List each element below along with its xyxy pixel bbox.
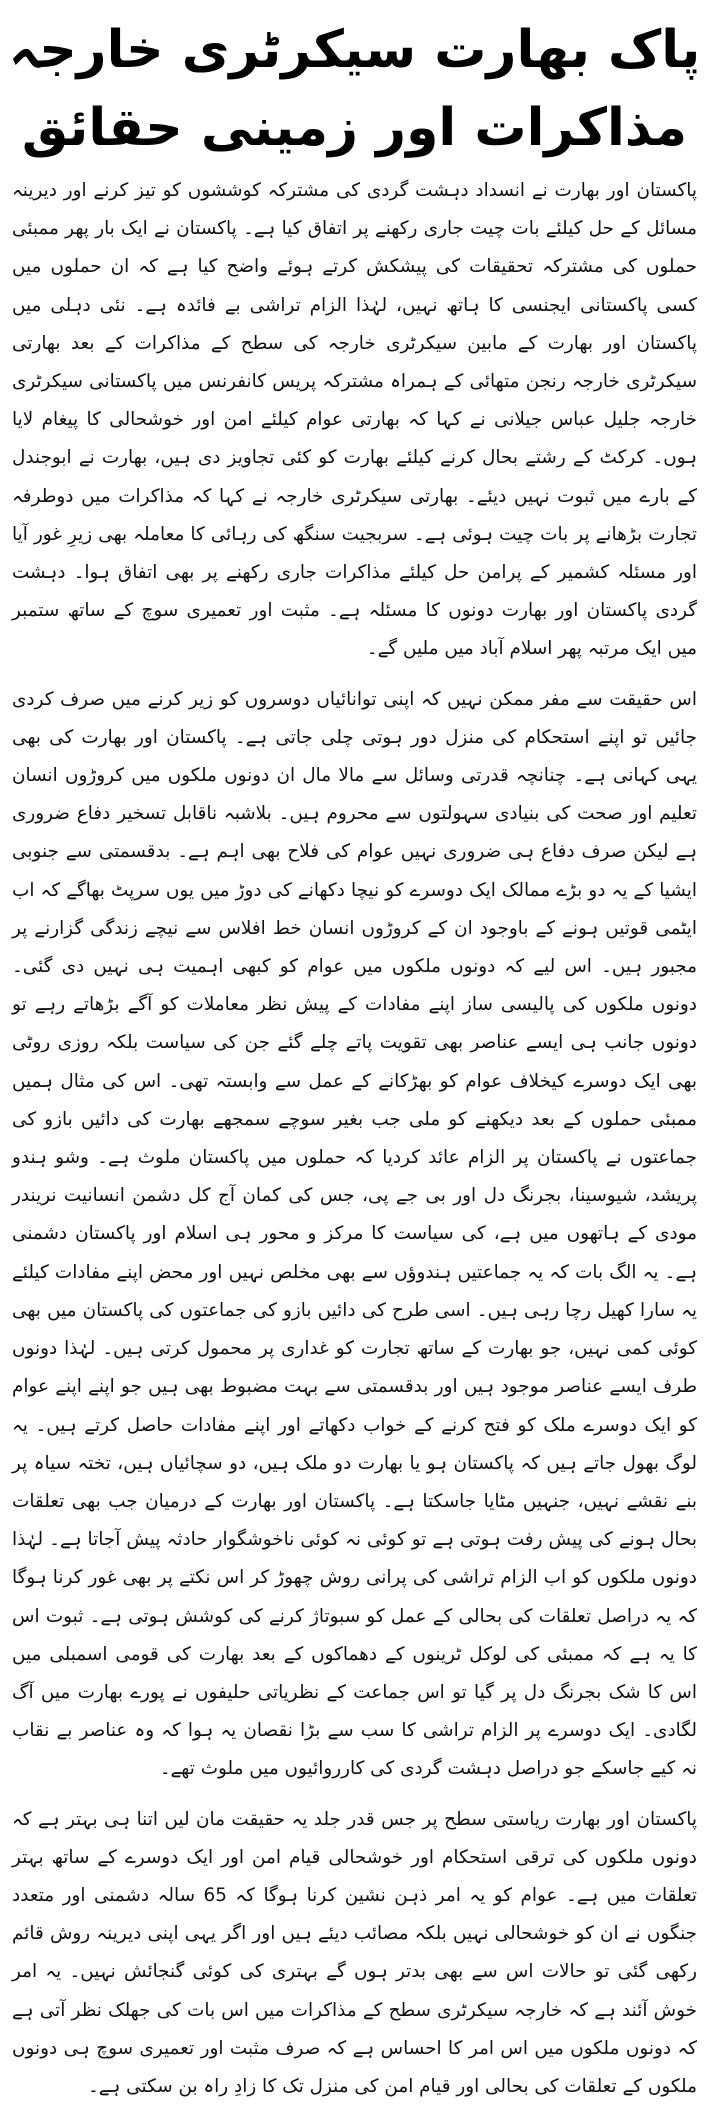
- headline-line-2: مذاکرات اور زمینی حقائق: [21, 98, 688, 158]
- article-body: [12, 172, 698, 2097]
- article-paragraph-1: پاکستان اور بھارت نے انسداد دہشت گردی کی مشترکہ کوششوں کو تیز کرنے اور دیرینہ مسائل کے حل کیلئے بات چیت جاری رکھنے پر اتفاق کیا ہے۔ پاکستان نے ایک بار پھر ممبئی حملوں کی مشترکہ تحقیقات کی پیشکش کرتے ہوئے واضح کیا ہے کہ ان حملوں میں کسی پاکستانی ایجنسی کا ہاتھ نہیں، لہٰذا الزام تراشی بے فائدہ ہے۔ نئی دہلی میں پاکستان اور بھارت کے مابین سیکرٹری خارجہ کی سطح کے مذاکرات کے بعد بھارتی سیکرٹری خارجہ رنجن متھائی کے ہمراہ مشترکہ پریس کانفرنس میں پاکستانی سیکرٹری خارجہ جلیل عباس جیلانی نے کہا کہ بھارتی عوام کیلئے امن اور خوشحالی کا پیغام لایا ہوں۔ کرکٹ کے رشتے بحال کرنے کیلئے بھارت کو کئی تجاویز دی ہیں، بھارت نے ابوجندل کے بارے میں ثبوت نہیں دیئے۔ بھارتی سیکرٹری خارجہ نے کہا کہ مذاکرات میں دوطرفہ تجارت بڑھانے پر بات چیت ہوئی ہے۔ سربجیت سنگھ کی رہائی کا معاملہ بھی زیرِ غور آیا اور مسئلہ کشمیر کے پرامن حل کیلئے مذاکرات جاری رکھنے پر بھی اتفاق ہوا۔ دہشت گردی پاکستان اور بھارت دونوں کا مسئلہ ہے۔ مثبت اور تعمیری سوچ کے ساتھ ستمبر میں ایک مرتبہ پھر اسلام آباد میں ملیں گے۔: [12, 180, 697, 660]
- article-paragraph-3: پاکستان اور بھارت ریاستی سطح پر جس قدر جلد یہ حقیقت مان لیں اتنا ہی بہتر ہے کہ دونوں ملکوں کی ترقی استحکام اور خوشحالی قیام امن اور ایک دوسرے کے ساتھ بہتر تعلقات میں ہے۔ عوام کو یہ امر ذہن نشین کرنا ہوگا کہ 65 سالہ دشمنی اور متعدد جنگوں نے ان کو خوشحالی نہیں بلکہ مصائب دیئے ہیں اور اگر یہی اپنی دیرینہ روش قائم رکھی گئی تو حالات اس سے بھی بدتر ہوں گے بہتری کی کوئی گنجائش نہیں۔ یہ امر خوش آئند ہے کہ خارجہ سیکرٹری سطح کے مذاکرات میں اس بات کی جھلک نظر آتی ہے کہ دونوں ملکوں میں اس امر کا احساس ہے کہ صرف مثبت اور تعمیری سوچ ہی دونوں ملکوں کے تعلقات کی بحالی اور قیام امن کی منزل تک کا زادِ راہ بن سکتی ہے۔: [12, 1808, 698, 2097]
- headline-line-1: پاک بھارت سیکرٹری خارجہ: [8, 20, 701, 80]
- article-paragraph-2: اس حقیقت سے مفر ممکن نہیں کہ اپنی توانائیاں دوسروں کو زیر کرنے میں صرف کردی جائیں تو اپنے استحکام کی منزل دور ہوتی چلی جاتی ہے۔ پاکستان اور بھارت کی بھی یہی کہانی ہے۔ چنانچہ قدرتی وسائل سے مالا مال ان دونوں ملکوں میں کروڑوں انسان تعلیم اور صحت کی بنیادی سہولتوں سے محروم ہیں۔ بلاشبہ ناقابل تسخیر دفاع ضروری ہے لیکن صرف دفاع ہی ضروری نہیں عوام کی فلاح بھی اہم ہے۔ بدقسمتی سے جنوبی ایشیا کے یہ دو بڑے ممالک ایک دوسرے کو نیچا دکھانے کی دوڑ میں یوں سرپٹ بھاگے کہ اب ایٹمی قوتیں ہونے کے باوجود ان کے کروڑوں انسان خط افلاس سے نیچے زندگی گزارنے پر مجبور ہیں۔ اس لیے کہ دونوں ملکوں میں عوام کو کبھی اہمیت ہی نہیں دی گئی۔ دونوں ملکوں کی پالیسی ساز اپنے مفادات کے پیش نظر معاملات کو آگے بڑھاتے رہے تو دونوں جانب ہی ایسے عناصر بھی تقویت پاتے چلے گئے جن کی سیاست بلکہ روزی روٹی بھی ایک دوسرے کیخلاف عوام کو بھڑکانے کے عمل سے وابستہ تھی۔ اس کی مثال ہمیں ممبئی حملوں کے بعد دیکھنے کو ملی جب بغیر سوچے سمجھے بھارت کی دائیں بازو کی جماعتوں نے پاکستان پر الزام عائد کردیا کہ حملوں میں پاکستان ملوث ہے۔ وشو ہندو پریشد، شیوسینا، بجرنگ دل اور بی جے پی، جس کی کمان آج کل دشمن انسانیت نریندر مودی کے ہاتھوں میں ہے، کی سیاست کا مرکز و محور ہی اسلام اور پاکستان دشمنی ہے۔ یہ الگ بات کہ یہ جماعتیں ہندوؤں سے بھی مخلص نہیں اور محض اپنے مفادات کیلئے یہ سارا کھیل رچا رہی ہیں۔ اسی طرح کی دائیں بازو کی جماعتوں کی پاکستان میں بھی کوئی کمی نہیں، جو بھارت کے ساتھ تجارت کو غداری پر محمول کرتی ہیں۔ لہٰذا دونوں طرف ایسے عناصر موجود ہیں اور بدقسمتی سے بہت مضبوط بھی ہیں جو اپنے اپنے عوام کو ایک دوسرے ملک کو فتح کرنے کے خواب دکھاتے اور اپنے مفادات حاصل کرتے ہیں۔ یہ لوگ بھول جاتے ہیں کہ پاکستان ہو یا بھارت دو ملک ہیں، دو سچائیاں ہیں، تختہ سیاہ پر بنے نقشے نہیں، جنہیں مٹایا جاسکتا ہے۔ پاکستان اور بھارت کے درمیان جب بھی تعلقات بحال ہونے کی پیش رفت ہوتی ہے تو کوئی نہ کوئی ناخوشگوار حادثہ پیش آجاتا ہے۔ لہٰذا دونوں ملکوں کو اب الزام تراشی کی پرانی روش چھوڑ کر اس نکتے پر بھی غور کرنا ہوگا کہ یہ دراصل تعلقات کی بحالی کے عمل کو سبوتاژ کرنے کی کوشش ہوتی ہے۔ ثبوت اس کا یہ ہے کہ ممبئی کی لوکل ٹرینوں کے دھماکوں کے بعد بھارت کی قومی اسمبلی میں اس کا شک بجرنگ دل پر گیا تو اس جماعت کے نظریاتی حلیفوں نے پورے بھارت میں آگ لگادی۔ ایک دوسرے پر الزام تراشی کا سب سے بڑا نقصان یہ ہوا کہ وہ عناصر بے نقاب نہ کیے جاسکے جو دراصل دہشت گردی کی کارروائیوں میں ملوث تھے۔: [12, 688, 697, 1780]
